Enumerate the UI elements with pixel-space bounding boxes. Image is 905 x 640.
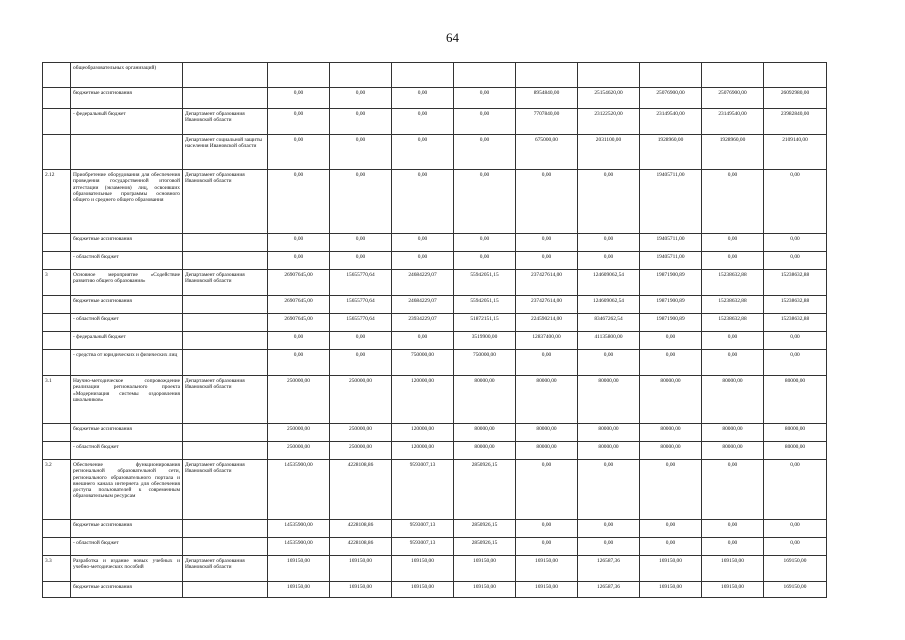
amount-cell bbox=[578, 63, 640, 88]
row-number-cell: 3.1 bbox=[43, 376, 71, 424]
amount-cell: 750000,00 bbox=[454, 350, 516, 376]
amount-cell: 23934229,07 bbox=[392, 314, 454, 332]
amount-cell: 0,00 bbox=[392, 252, 454, 270]
amount-cell: 2031100,00 bbox=[578, 135, 640, 170]
amount-cell: 25076900,00 bbox=[640, 88, 702, 109]
row-number-cell bbox=[43, 314, 71, 332]
amount-cell: 15238632,88 bbox=[702, 270, 764, 296]
description-cell: Обеспечение функционирования региональной образовательной сети, регионального образовательного портала и внешнего канала интернета для обеспечения доступа пользователей к современным образовательным ресурсам bbox=[71, 460, 183, 520]
amount-cell: 0,00 bbox=[454, 234, 516, 252]
amount-cell: 0,00 bbox=[764, 234, 827, 252]
amount-cell: 224590214,00 bbox=[516, 314, 578, 332]
amount-cell: 250000,00 bbox=[330, 442, 392, 460]
amount-cell: 25154620,00 bbox=[578, 88, 640, 109]
amount-cell: 15655770,64 bbox=[330, 270, 392, 296]
amount-cell: 0,00 bbox=[702, 538, 764, 556]
amount-cell: 0,00 bbox=[702, 350, 764, 376]
amount-cell: 0,00 bbox=[578, 350, 640, 376]
amount-cell bbox=[330, 63, 392, 88]
amount-cell: 9593007,13 bbox=[392, 538, 454, 556]
amount-cell: 0,00 bbox=[640, 332, 702, 350]
amount-cell: 15238632,88 bbox=[764, 270, 827, 296]
amount-cell: 0,00 bbox=[764, 350, 827, 376]
responsible-cell: Департамент образования Ивановской области bbox=[183, 556, 268, 582]
amount-cell: 80000,00 bbox=[578, 424, 640, 442]
row-number-cell bbox=[43, 520, 71, 538]
amount-cell: 19405711,00 bbox=[640, 252, 702, 270]
amount-cell: 169150,00 bbox=[330, 582, 392, 598]
amount-cell: 26907645,00 bbox=[268, 314, 330, 332]
amount-cell: 2850926,15 bbox=[454, 520, 516, 538]
amount-cell: 124609062,54 bbox=[578, 270, 640, 296]
amount-cell: 0,00 bbox=[702, 460, 764, 520]
responsible-cell bbox=[183, 520, 268, 538]
amount-cell: 19405711,00 bbox=[640, 170, 702, 234]
amount-cell: 55942051,15 bbox=[454, 296, 516, 314]
table-row bbox=[43, 332, 827, 350]
description-cell: - областной бюджет bbox=[71, 538, 183, 556]
table-body bbox=[43, 63, 827, 598]
amount-cell: 0,00 bbox=[330, 88, 392, 109]
amount-cell: 237427614,00 bbox=[516, 296, 578, 314]
amount-cell: 0,00 bbox=[516, 234, 578, 252]
amount-cell: 0,00 bbox=[764, 332, 827, 350]
amount-cell: 0,00 bbox=[268, 135, 330, 170]
amount-cell: 51872151,15 bbox=[454, 314, 516, 332]
amount-cell: 0,00 bbox=[268, 170, 330, 234]
row-number-cell bbox=[43, 424, 71, 442]
amount-cell: 80000,00 bbox=[454, 442, 516, 460]
table-row bbox=[43, 460, 827, 520]
amount-cell: 0,00 bbox=[702, 332, 764, 350]
amount-cell: 126587,36 bbox=[578, 582, 640, 598]
amount-cell: 9593007,13 bbox=[392, 460, 454, 520]
amount-cell: 15238632,88 bbox=[764, 296, 827, 314]
amount-cell: 126587,36 bbox=[578, 556, 640, 582]
amount-cell: 23122520,00 bbox=[578, 109, 640, 135]
description-cell: бюджетные ассигнования bbox=[71, 234, 183, 252]
amount-cell: 2850926,15 bbox=[454, 460, 516, 520]
amount-cell: 15238632,88 bbox=[764, 314, 827, 332]
amount-cell: 120000,00 bbox=[392, 376, 454, 424]
amount-cell: 80000,00 bbox=[764, 376, 827, 424]
amount-cell: 675000,00 bbox=[516, 135, 578, 170]
amount-cell: 0,00 bbox=[516, 350, 578, 376]
row-number-cell bbox=[43, 135, 71, 170]
responsible-cell bbox=[183, 252, 268, 270]
amount-cell: 80000,00 bbox=[640, 376, 702, 424]
responsible-cell bbox=[183, 63, 268, 88]
amount-cell: 0,00 bbox=[764, 460, 827, 520]
amount-cell: 0,00 bbox=[578, 520, 640, 538]
amount-cell: 2850926,15 bbox=[454, 538, 516, 556]
responsible-cell: Департамент образования Ивановской области bbox=[183, 170, 268, 234]
amount-cell: 0,00 bbox=[330, 170, 392, 234]
amount-cell: 0,00 bbox=[392, 135, 454, 170]
amount-cell: 169150,00 bbox=[764, 556, 827, 582]
responsible-cell bbox=[183, 234, 268, 252]
table-row bbox=[43, 296, 827, 314]
amount-cell: 80000,00 bbox=[702, 442, 764, 460]
amount-cell: 80000,00 bbox=[764, 442, 827, 460]
amount-cell: 0,00 bbox=[268, 350, 330, 376]
table-row bbox=[43, 424, 827, 442]
description-cell: Основное мероприятие «Содействие развитию общего образования» bbox=[71, 270, 183, 296]
amount-cell: 24684229,07 bbox=[392, 270, 454, 296]
amount-cell: 169150,00 bbox=[640, 582, 702, 598]
amount-cell: 0,00 bbox=[516, 170, 578, 234]
amount-cell: 0,00 bbox=[702, 520, 764, 538]
responsible-cell: Департамент социальной защиты населения Ивановской области bbox=[183, 135, 268, 170]
table-row bbox=[43, 135, 827, 170]
table-row bbox=[43, 350, 827, 376]
amount-cell: 26907645,00 bbox=[268, 296, 330, 314]
amount-cell: 250000,00 bbox=[268, 442, 330, 460]
amount-cell: 80000,00 bbox=[516, 442, 578, 460]
amount-cell: 0,00 bbox=[764, 170, 827, 234]
responsible-cell bbox=[183, 538, 268, 556]
amount-cell: 3519900,00 bbox=[454, 332, 516, 350]
amount-cell: 0,00 bbox=[454, 109, 516, 135]
budget-table bbox=[42, 62, 827, 598]
amount-cell: 0,00 bbox=[764, 538, 827, 556]
table-row bbox=[43, 234, 827, 252]
responsible-cell: Департамент образования Ивановской области bbox=[183, 376, 268, 424]
table-row bbox=[43, 538, 827, 556]
amount-cell: 169150,00 bbox=[516, 556, 578, 582]
amount-cell: 750000,00 bbox=[392, 350, 454, 376]
amount-cell: 83467262,54 bbox=[578, 314, 640, 332]
amount-cell bbox=[702, 63, 764, 88]
table-row bbox=[43, 556, 827, 582]
row-number-cell: 3.2 bbox=[43, 460, 71, 520]
amount-cell: 26907645,00 bbox=[268, 270, 330, 296]
amount-cell: 80000,00 bbox=[454, 424, 516, 442]
amount-cell: 19871900,89 bbox=[640, 270, 702, 296]
description-cell: общеобразовательных организаций) bbox=[71, 63, 183, 88]
responsible-cell bbox=[183, 424, 268, 442]
table-row bbox=[43, 252, 827, 270]
responsible-cell: Департамент образования Ивановской области bbox=[183, 270, 268, 296]
description-cell: бюджетные ассигнования bbox=[71, 582, 183, 598]
amount-cell: 55942051,15 bbox=[454, 270, 516, 296]
amount-cell: 0,00 bbox=[702, 170, 764, 234]
amount-cell: 169150,00 bbox=[392, 582, 454, 598]
amount-cell: 4228108,86 bbox=[330, 520, 392, 538]
row-number-cell bbox=[43, 332, 71, 350]
amount-cell: 0,00 bbox=[392, 88, 454, 109]
row-number-cell bbox=[43, 252, 71, 270]
description-cell: бюджетные ассигнования bbox=[71, 88, 183, 109]
description-cell: бюджетные ассигнования bbox=[71, 520, 183, 538]
amount-cell: 1928960,00 bbox=[702, 135, 764, 170]
row-number-cell bbox=[43, 350, 71, 376]
amount-cell: 250000,00 bbox=[268, 376, 330, 424]
table-row bbox=[43, 442, 827, 460]
amount-cell: 23149540,00 bbox=[702, 109, 764, 135]
amount-cell: 237427614,00 bbox=[516, 270, 578, 296]
responsible-cell: Департамент образования Ивановской области bbox=[183, 109, 268, 135]
amount-cell: 24684229,07 bbox=[392, 296, 454, 314]
row-number-cell bbox=[43, 109, 71, 135]
amount-cell: 169150,00 bbox=[268, 582, 330, 598]
table-row bbox=[43, 582, 827, 598]
table-row bbox=[43, 520, 827, 538]
amount-cell: 80000,00 bbox=[764, 424, 827, 442]
amount-cell: 0,00 bbox=[578, 234, 640, 252]
row-number-cell bbox=[43, 538, 71, 556]
amount-cell: 80000,00 bbox=[640, 424, 702, 442]
amount-cell: 14535900,00 bbox=[268, 520, 330, 538]
amount-cell bbox=[454, 63, 516, 88]
table-row bbox=[43, 63, 827, 88]
amount-cell: 80000,00 bbox=[640, 442, 702, 460]
row-number-cell bbox=[43, 234, 71, 252]
responsible-cell bbox=[183, 350, 268, 376]
amount-cell: 250000,00 bbox=[268, 424, 330, 442]
amount-cell: 7707840,00 bbox=[516, 109, 578, 135]
description-cell: Приобретение оборудования для обеспечения проведения государственной итоговой аттестации (экзаменов) лиц, освоивших образовательные программы основного общего и среднего общего образования bbox=[71, 170, 183, 234]
amount-cell bbox=[268, 63, 330, 88]
amount-cell bbox=[764, 63, 827, 88]
amount-cell: 0,00 bbox=[392, 109, 454, 135]
amount-cell: 0,00 bbox=[330, 234, 392, 252]
amount-cell: 0,00 bbox=[516, 252, 578, 270]
responsible-cell bbox=[183, 88, 268, 109]
responsible-cell bbox=[183, 314, 268, 332]
amount-cell: 0,00 bbox=[268, 109, 330, 135]
amount-cell: 0,00 bbox=[578, 170, 640, 234]
amount-cell: 80000,00 bbox=[516, 424, 578, 442]
amount-cell: 0,00 bbox=[330, 350, 392, 376]
amount-cell: 23149540,00 bbox=[640, 109, 702, 135]
responsible-cell bbox=[183, 582, 268, 598]
amount-cell: 0,00 bbox=[268, 234, 330, 252]
amount-cell: 1928960,00 bbox=[640, 135, 702, 170]
amount-cell: 15238632,88 bbox=[702, 296, 764, 314]
amount-cell: 80000,00 bbox=[578, 442, 640, 460]
amount-cell: 0,00 bbox=[268, 252, 330, 270]
amount-cell: 0,00 bbox=[330, 109, 392, 135]
amount-cell: 0,00 bbox=[764, 252, 827, 270]
table-row bbox=[43, 376, 827, 424]
amount-cell: 124609062,54 bbox=[578, 296, 640, 314]
table-row bbox=[43, 314, 827, 332]
amount-cell: 0,00 bbox=[578, 538, 640, 556]
amount-cell: 15655770,64 bbox=[330, 314, 392, 332]
amount-cell: 0,00 bbox=[392, 170, 454, 234]
responsible-cell bbox=[183, 442, 268, 460]
amount-cell: 80000,00 bbox=[454, 376, 516, 424]
amount-cell bbox=[392, 63, 454, 88]
amount-cell: 0,00 bbox=[330, 252, 392, 270]
table-row bbox=[43, 109, 827, 135]
description-cell: Научно-методическое сопровождение реализации регионального проекта «Модернизация системы оздоровления школьников» bbox=[71, 376, 183, 424]
amount-cell: 250000,00 bbox=[330, 376, 392, 424]
amount-cell: 169150,00 bbox=[392, 556, 454, 582]
amount-cell: 12837400,00 bbox=[516, 332, 578, 350]
amount-cell: 19871900,89 bbox=[640, 314, 702, 332]
amount-cell bbox=[516, 63, 578, 88]
amount-cell bbox=[640, 63, 702, 88]
amount-cell: 80000,00 bbox=[702, 376, 764, 424]
amount-cell: 169150,00 bbox=[454, 556, 516, 582]
amount-cell: 0,00 bbox=[702, 234, 764, 252]
row-number-cell bbox=[43, 582, 71, 598]
description-cell: - федеральный бюджет bbox=[71, 332, 183, 350]
amount-cell: 169150,00 bbox=[702, 582, 764, 598]
description-cell: бюджетные ассигнования bbox=[71, 296, 183, 314]
amount-cell: 250000,00 bbox=[330, 424, 392, 442]
amount-cell: 0,00 bbox=[764, 520, 827, 538]
amount-cell: 0,00 bbox=[268, 88, 330, 109]
row-number-cell bbox=[43, 88, 71, 109]
amount-cell: 9593007,13 bbox=[392, 520, 454, 538]
amount-cell: 0,00 bbox=[268, 332, 330, 350]
amount-cell: 0,00 bbox=[330, 135, 392, 170]
amount-cell: 169150,00 bbox=[454, 582, 516, 598]
description-cell: - областной бюджет bbox=[71, 314, 183, 332]
amount-cell: 169150,00 bbox=[516, 582, 578, 598]
description-cell: Разработка и издание новых учебных и учебно-методических пособий bbox=[71, 556, 183, 582]
responsible-cell: Департамент образования Ивановской области bbox=[183, 460, 268, 520]
amount-cell: 80000,00 bbox=[516, 376, 578, 424]
amount-cell: 0,00 bbox=[640, 538, 702, 556]
amount-cell: 0,00 bbox=[516, 460, 578, 520]
amount-cell: 169150,00 bbox=[702, 556, 764, 582]
amount-cell: 26092980,00 bbox=[764, 88, 827, 109]
amount-cell: 169150,00 bbox=[764, 582, 827, 598]
amount-cell: 0,00 bbox=[454, 135, 516, 170]
amount-cell: 8954840,00 bbox=[516, 88, 578, 109]
amount-cell: 0,00 bbox=[640, 460, 702, 520]
amount-cell: 0,00 bbox=[454, 252, 516, 270]
description-cell bbox=[71, 135, 183, 170]
amount-cell: 0,00 bbox=[392, 332, 454, 350]
row-number-cell bbox=[43, 296, 71, 314]
description-cell: - областной бюджет bbox=[71, 252, 183, 270]
table-row bbox=[43, 88, 827, 109]
amount-cell: 0,00 bbox=[578, 252, 640, 270]
amount-cell: 0,00 bbox=[516, 520, 578, 538]
description-cell: - областной бюджет bbox=[71, 442, 183, 460]
amount-cell: 23982840,00 bbox=[764, 109, 827, 135]
amount-cell: 19405711,00 bbox=[640, 234, 702, 252]
amount-cell: 19871900,89 bbox=[640, 296, 702, 314]
amount-cell: 0,00 bbox=[454, 88, 516, 109]
amount-cell: 25076900,00 bbox=[702, 88, 764, 109]
amount-cell: 80000,00 bbox=[702, 424, 764, 442]
amount-cell: 169150,00 bbox=[640, 556, 702, 582]
row-number-cell bbox=[43, 63, 71, 88]
amount-cell: 14535900,00 bbox=[268, 538, 330, 556]
description-cell: - федеральный бюджет bbox=[71, 109, 183, 135]
amount-cell: 0,00 bbox=[330, 332, 392, 350]
table-row bbox=[43, 270, 827, 296]
amount-cell: 4228108,86 bbox=[330, 460, 392, 520]
amount-cell: 0,00 bbox=[578, 460, 640, 520]
row-number-cell: 3.3 bbox=[43, 556, 71, 582]
description-cell: - средства от юридических и физических лиц bbox=[71, 350, 183, 376]
responsible-cell bbox=[183, 332, 268, 350]
amount-cell: 0,00 bbox=[516, 538, 578, 556]
amount-cell: 15655770,64 bbox=[330, 296, 392, 314]
description-cell: бюджетные ассигнования bbox=[71, 424, 183, 442]
page-number: 64 bbox=[446, 30, 459, 45]
amount-cell: 0,00 bbox=[392, 234, 454, 252]
row-number-cell: 3 bbox=[43, 270, 71, 296]
row-number-cell bbox=[43, 442, 71, 460]
amount-cell: 14535900,00 bbox=[268, 460, 330, 520]
amount-cell: 0,00 bbox=[702, 252, 764, 270]
amount-cell: 0,00 bbox=[640, 350, 702, 376]
amount-cell: 0,00 bbox=[454, 170, 516, 234]
responsible-cell bbox=[183, 296, 268, 314]
amount-cell: 169150,00 bbox=[330, 556, 392, 582]
amount-cell: 41135800,00 bbox=[578, 332, 640, 350]
amount-cell: 0,00 bbox=[640, 520, 702, 538]
amount-cell: 169150,00 bbox=[268, 556, 330, 582]
row-number-cell: 2.12 bbox=[43, 170, 71, 234]
amount-cell: 120000,00 bbox=[392, 442, 454, 460]
amount-cell: 2109140,00 bbox=[764, 135, 827, 170]
amount-cell: 80000,00 bbox=[578, 376, 640, 424]
amount-cell: 15238632,88 bbox=[702, 314, 764, 332]
amount-cell: 4228108,86 bbox=[330, 538, 392, 556]
table-row bbox=[43, 170, 827, 234]
amount-cell: 120000,00 bbox=[392, 424, 454, 442]
